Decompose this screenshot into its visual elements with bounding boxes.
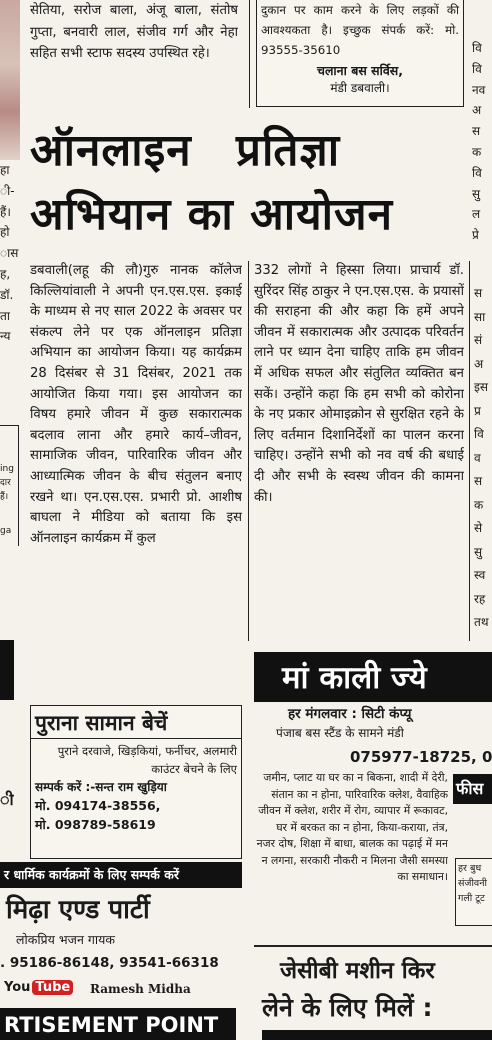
right-edge-column (472, 0, 492, 290)
edge-line: स (474, 474, 483, 488)
classified-ad-top (256, 0, 464, 107)
ad-kali-line1: हर मंगलवार : सिटी कंप्यू (288, 706, 412, 722)
ad-jcb-line1: जेसीबी मशीन किर (280, 958, 435, 984)
article-tail-text: सेतिया, सरोज बाला, अंजू बाला, संतोष गुप्ता, बनवारी लाल, संजीव गर्ग और नेहा सहित सभी स्टाफ सदस्य उपस्थित रहे। (30, 3, 238, 61)
edge-line: ास (0, 246, 19, 261)
ad-name: चलाना बस सर्विस, (317, 63, 403, 78)
ad-kali-side-note: हर बुध संजीवनी गली टूट (455, 858, 492, 926)
youtube-logo (4, 978, 73, 998)
ad-place: मंडी डबवाली। (330, 81, 390, 95)
edge-line: प्र (474, 403, 481, 418)
ad-phone: मो. 094174-38556, (35, 798, 161, 813)
edge-line: सा (474, 309, 486, 324)
ad-party-subtitle: लोकप्रिय भजन गायक (16, 932, 115, 947)
photo-fragment (0, 0, 20, 160)
left-edge-column (0, 160, 20, 390)
edge-line: वि (472, 41, 482, 55)
edge-line: प्रे (472, 228, 479, 243)
edge-line: स्व (474, 568, 486, 582)
edge-line: ing (0, 464, 14, 474)
youtube-logo-tube: Tube (32, 980, 73, 995)
ad-kali-title: मां काली ज्ये (254, 652, 492, 702)
edge-line: तथ (474, 615, 489, 629)
edge-line: वि (472, 61, 482, 76)
edge-line: व (474, 450, 481, 465)
edge-line: ga (0, 526, 12, 536)
right-edge-column-lower (474, 282, 492, 642)
article-column-1 (30, 261, 242, 693)
edge-line: स (474, 286, 483, 300)
edge-line: हा (0, 163, 10, 177)
edge-line: हो (0, 225, 10, 240)
ad-purana-saman (30, 705, 242, 859)
ad-party-channel: Ramesh Midha (90, 982, 191, 996)
headline-line-1: ऑनलाइन प्रतिज्ञा (30, 125, 341, 176)
edge-line: रह (474, 591, 486, 606)
article-column-2 (254, 261, 464, 651)
edge-line: स (472, 124, 481, 139)
ad-kali-fee-bar: फीस (453, 774, 492, 804)
headline-line-2: अभियान का आयोजन (30, 189, 394, 240)
youtube-logo-you: You (4, 980, 31, 995)
edge-line: सु (474, 544, 483, 559)
edge-line: नव (472, 82, 486, 97)
column-rule (249, 0, 250, 108)
edge-line: डॉ. (0, 287, 14, 302)
ad-jcb-top-rule (254, 945, 492, 947)
edge-line: वि (474, 427, 484, 441)
ad-body: पुराने दरवाजे, खिड़कियां, फर्नीचर, अलमारी काउंटर बेचने के लिए (57, 744, 237, 776)
edge-line: सु (472, 186, 481, 201)
edge-line: सं (474, 333, 483, 347)
edge-line: ह, (0, 266, 11, 281)
edge-line: अ (474, 356, 484, 371)
edge-line: क (474, 497, 484, 512)
edge-line: इस (474, 380, 489, 394)
left-edge-ad-fragment (0, 425, 19, 546)
ad-kali-phones: 075977-18725, 0 (350, 748, 492, 766)
ad-jcb-strip (262, 1030, 492, 1040)
edge-line: ल (472, 207, 481, 222)
ad-text: दुकान पर काम करने के लिए लड़कों की आवश्यकता है। इच्छुक संपर्क करें: मो. 93555-35610 (261, 3, 459, 57)
edge-line: ी- (0, 183, 15, 198)
ad-phone: मो. 098789-58619 (35, 817, 156, 832)
ad-title: पुराना सामान बेचें (31, 706, 241, 739)
edge-line: क (472, 144, 482, 159)
ad-party-name: मिढ़ा एण्ड पार्टी (6, 895, 150, 925)
column-rule (469, 261, 470, 641)
edge-line: हैं। (0, 492, 9, 502)
edge-line: न्य (0, 329, 11, 344)
edge-line: ता (0, 308, 10, 323)
article-tail (30, 0, 238, 92)
ad-party-bar: र धार्मिक कार्यक्रमों के लिए सम्पर्क करें (0, 862, 242, 888)
left-edge-black-block (0, 640, 14, 700)
article-text-1: डबवाली(लहू की लौ)गुरु नानक कॉलेज किल्लियांवाली ने अपनी एन.एस.एस. इकाई के माध्यम से नए साल 2022 के अवसर पर संकल्प लेने पर एक ऑनलाइन प्रतिज्ञा अभियान का आयोजन किया। यह कार्यक्रम 28 दिसंबर से 31 दिसंबर, 2021 तक आयोजित किया गया। इस आयोजन का विषय हमारे जीवन में कुछ सकारात्मक बदलाव लाना और हमारे कार्य–जीवन, सामाजिक जीवन, पारिवारिक जीवन और आध्यात्मिक जीवन के बीच संतुलन बनाए रखने था। एन.एस.एस. प्रभारी प्रो. आशीष बाघला ने मीडिया को बताया कि इस ऑनलाइन कार्यक्रम में कुल (30, 263, 242, 546)
edge-line: दार (0, 478, 11, 488)
ad-kali-body: जमीन, प्लाट या घर का न बिकना, शादी में देरी, संतान का न होना, पारिवारिक क्लेश, वैवाहिक जीवन में क्लेश, शरीर में रोग, व्यापार में रूकावट, घर में बरकत का न होना, किया-कराया, तंत्र, नजर दोष, शिक्षा में बाधा, बालक का पढ़ाई में मन न लगना, सरकारी नौकरी न मिलना जैसी समस्या का समाधान। (256, 771, 448, 883)
ad-kali-line2: पंजाब बस स्टैंड के सामने मंडी (276, 726, 404, 740)
edge-line: अ (472, 103, 482, 118)
edge-line: हैं। (0, 204, 11, 219)
ad-party-phones: . 95186-86148, 93541-66318 (0, 955, 219, 971)
advertisement-point-bar: RTISEMENT POINT (0, 1008, 236, 1040)
left-edge-letter: ी (0, 790, 14, 809)
edge-line: से (474, 521, 483, 535)
edge-line: वि (472, 165, 482, 180)
ad-jcb-line2: लेने के लिए मिलें : (262, 993, 433, 1022)
ad-contact: सम्पर्क करें :-सन्त राम खुड़िया (35, 780, 167, 794)
column-rule (248, 261, 249, 641)
article-text-2: 332 लोगों ने हिस्सा लिया। प्राचार्य डॉ. सुरिंदर सिंह ठाकुर ने एन.एस.एस. के प्रयासों की सराहना की और कहा कि हमें अपने जीवन में सकारात्मक और उत्पादक परिवर्तन लाने पर ध्यान देना चाहिए ताकि हम जीवन में अधिक सफल और संतुलित व्यक्तित बन सकें। उन्होंने कहा कि हम सभी को कोरोना के नए प्रकार ओमाइक्रोन से सुरक्षित रहने के लिए वर्तमान दिशानिर्देशों का पालन करना चाहिए। उन्होंने सभी को नव वर्ष की बधाई दी और सभी के स्वस्थ जीवन की कामना की। (254, 263, 464, 505)
